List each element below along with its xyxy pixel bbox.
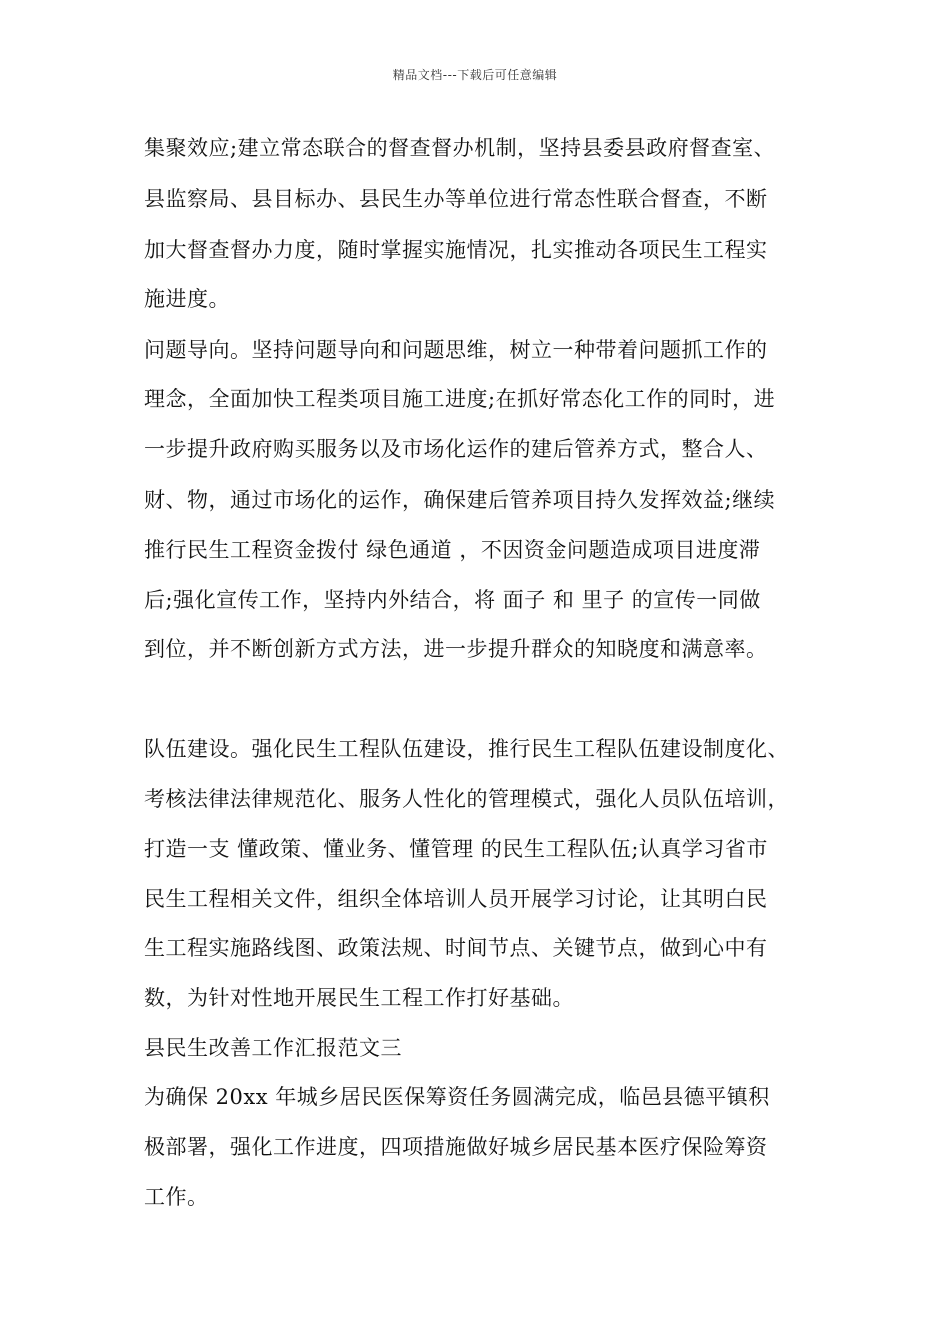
text-line: 考核法律法律规范化、服务人性化的管理模式，强化人员队伍培训， [144,787,789,811]
text-line: 工作。 [144,1185,209,1209]
text-line: 为确保 20xx 年城乡居民医保筹资任务圆满完成，临邑县德平镇积 [144,1085,770,1109]
text-line: 生工程实施路线图、政策法规、时间节点、关键节点，做到心中有 [144,936,768,960]
text-line: 施进度。 [144,287,230,311]
text-line: 民生工程相关文件，组织全体培训人员开展学习讨论，让其明白民 [144,887,768,911]
text-line: 队伍建设。强化民生工程队伍建设，推行民生工程队伍建设制度化、 [144,737,789,761]
text-line: 数，为针对性地开展民生工程工作打好基础。 [144,986,574,1010]
text-line: 财、物，通过市场化的运作，确保建后管养项目持久发挥效益;继续 [144,488,776,512]
text-line: 到位，并不断创新方式方法，进一步提升群众的知晓度和满意率。 [144,637,768,661]
text-line: 推行民生工程资金拨付 绿色通道 ，不因资金问题造成项目进度滞 [144,538,761,562]
page-header: 精品文档---下载后可任意编辑 [392,68,558,82]
text-line: 一步提升政府购买服务以及市场化运作的建后管养方式，整合人、 [144,437,768,461]
text-line: 理念，全面加快工程类项目施工进度;在抓好常态化工作的同时，进 [144,387,776,411]
text-line: 问题导向。坚持问题导向和问题思维，树立一种带着问题抓工作的 [144,338,768,362]
text-line: 后;强化宣传工作，坚持内外结合，将 面子 和 里子 的宣传一同做 [144,588,761,612]
text-line: 加大督查督办力度，随时掌握实施情况，扎实推动各项民生工程实 [144,238,768,262]
section-heading: 县民生改善工作汇报范文三 [144,1036,402,1060]
text-line: 打造一支 懂政策、懂业务、懂管理 的民生工程队伍;认真学习省市 [144,837,768,861]
text-line: 县监察局、县目标办、县民生办等单位进行常态性联合督查，不断 [144,187,768,211]
text-line: 极部署，强化工作进度，四项措施做好城乡居民基本医疗保险筹资 [144,1135,768,1159]
text-line: 集聚效应;建立常态联合的督查督办机制，坚持县委县政府督查室、 [144,136,776,160]
